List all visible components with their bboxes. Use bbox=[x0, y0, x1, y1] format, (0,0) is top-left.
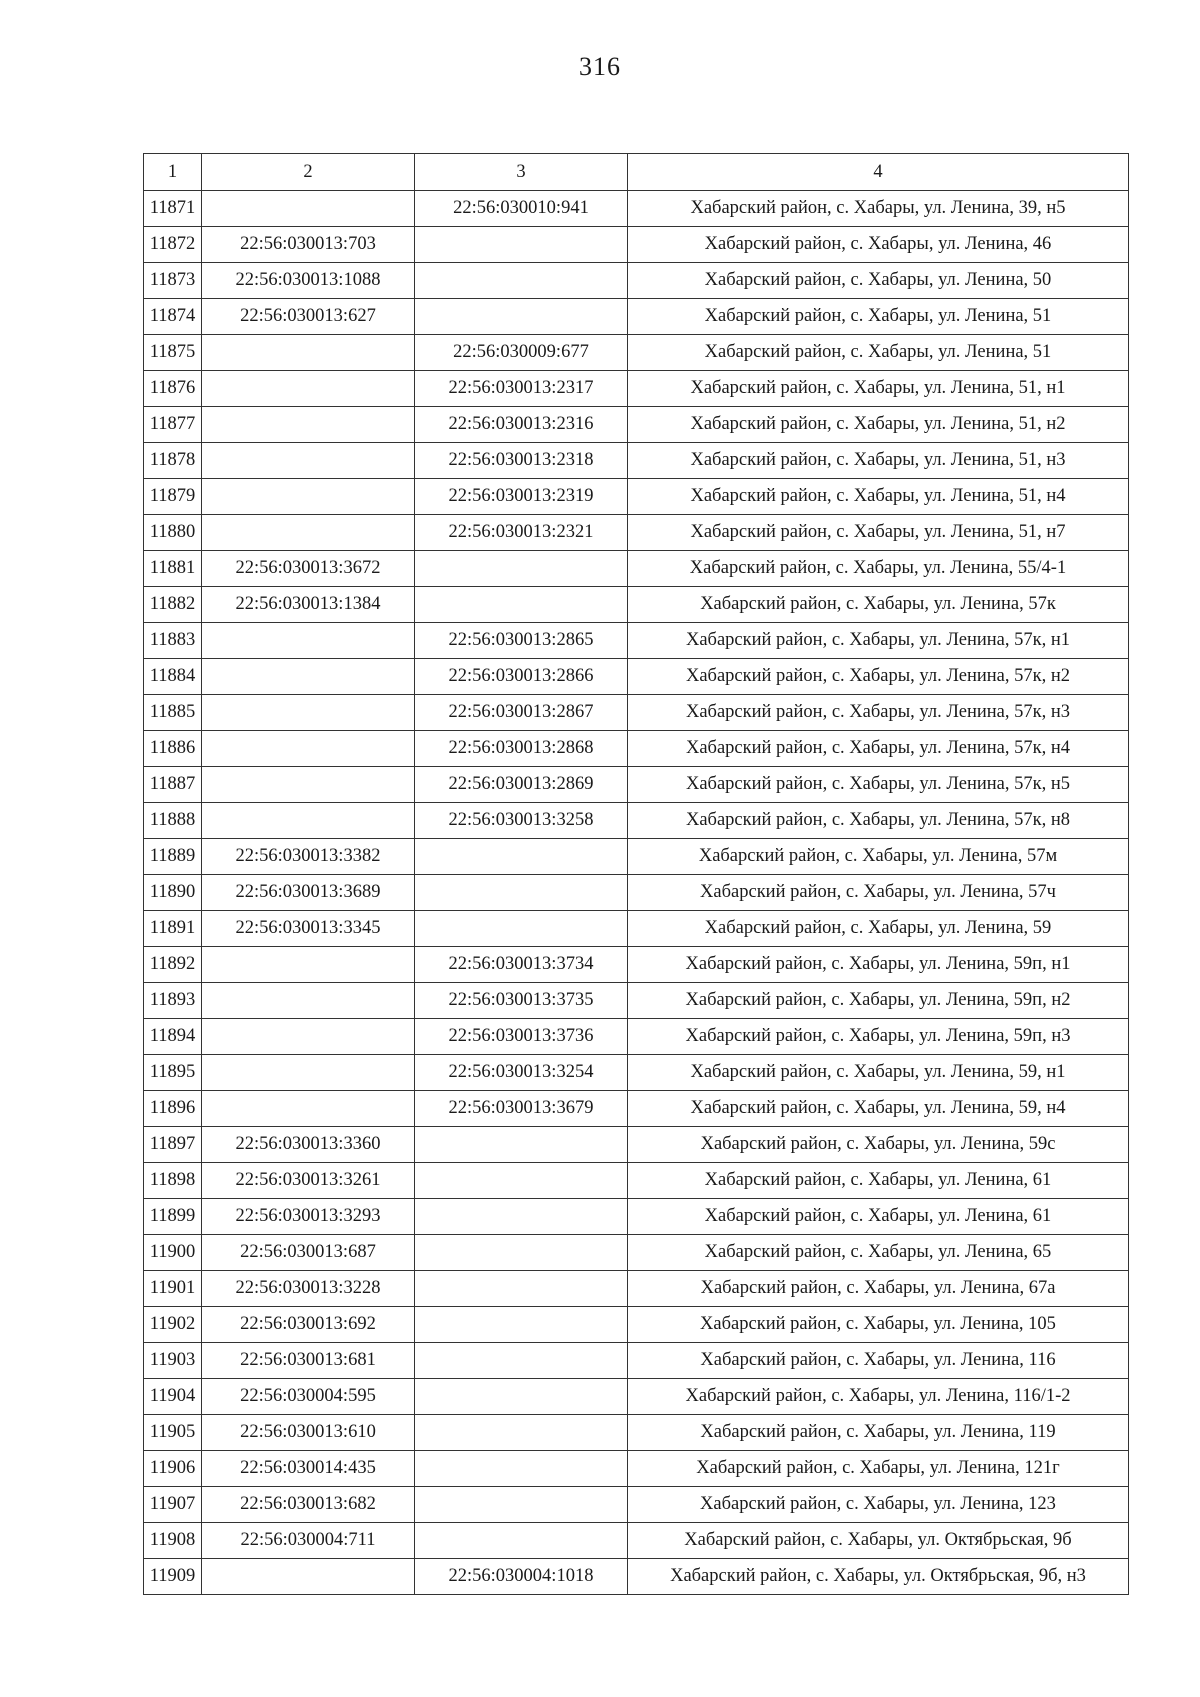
table-row bbox=[144, 1235, 1129, 1271]
address-cell: Хабарский район, с. Хабары, ул. Ленина, 51, н3 bbox=[628, 443, 1129, 479]
cadastral-number-premises bbox=[415, 1235, 628, 1271]
row-number: 11890 bbox=[144, 875, 202, 911]
table-row bbox=[144, 1307, 1129, 1343]
table-row bbox=[144, 299, 1129, 335]
row-number: 11876 bbox=[144, 371, 202, 407]
address-cell: Хабарский район, с. Хабары, ул. Ленина, 59, н4 bbox=[628, 1091, 1129, 1127]
row-number: 11885 bbox=[144, 695, 202, 731]
column-header-3: 3 bbox=[415, 154, 628, 191]
address-cell: Хабарский район, с. Хабары, ул. Ленина, 57к, н3 bbox=[628, 695, 1129, 731]
address-cell: Хабарский район, с. Хабары, ул. Ленина, 59п, н1 bbox=[628, 947, 1129, 983]
table-row bbox=[144, 947, 1129, 983]
cadastral-number-land bbox=[202, 1055, 415, 1091]
cadastral-number-land bbox=[202, 479, 415, 515]
address-cell: Хабарский район, с. Хабары, ул. Ленина, 67а bbox=[628, 1271, 1129, 1307]
table-row bbox=[144, 1199, 1129, 1235]
cadastral-number-premises bbox=[415, 875, 628, 911]
cadastral-number-premises: 22:56:030013:2318 bbox=[415, 443, 628, 479]
cadastral-number-premises bbox=[415, 839, 628, 875]
table-row bbox=[144, 335, 1129, 371]
cadastral-number-land: 22:56:030013:3293 bbox=[202, 1199, 415, 1235]
cadastral-number-land bbox=[202, 335, 415, 371]
table-row bbox=[144, 1415, 1129, 1451]
row-number: 11871 bbox=[144, 191, 202, 227]
address-cell: Хабарский район, с. Хабары, ул. Ленина, 51 bbox=[628, 335, 1129, 371]
cadastral-number-land: 22:56:030013:3345 bbox=[202, 911, 415, 947]
table-row bbox=[144, 1523, 1129, 1559]
cadastral-number-land bbox=[202, 731, 415, 767]
table-row bbox=[144, 1127, 1129, 1163]
cadastral-number-land: 22:56:030013:703 bbox=[202, 227, 415, 263]
address-cell: Хабарский район, с. Хабары, ул. Ленина, 59 bbox=[628, 911, 1129, 947]
cadastral-number-premises bbox=[415, 587, 628, 623]
address-cell: Хабарский район, с. Хабары, ул. Ленина, 121г bbox=[628, 1451, 1129, 1487]
cadastral-number-land: 22:56:030013:3689 bbox=[202, 875, 415, 911]
table-row bbox=[144, 1379, 1129, 1415]
cadastral-number-land: 22:56:030013:687 bbox=[202, 1235, 415, 1271]
table-row bbox=[144, 515, 1129, 551]
table-row bbox=[144, 1091, 1129, 1127]
table-row bbox=[144, 1343, 1129, 1379]
cadastral-number-premises bbox=[415, 1271, 628, 1307]
cadastral-number-land bbox=[202, 947, 415, 983]
cadastral-number-premises bbox=[415, 299, 628, 335]
address-cell: Хабарский район, с. Хабары, ул. Ленина, 51, н4 bbox=[628, 479, 1129, 515]
address-cell: Хабарский район, с. Хабары, ул. Октябрьская, 9б bbox=[628, 1523, 1129, 1559]
row-number: 11874 bbox=[144, 299, 202, 335]
column-header-1: 1 bbox=[144, 154, 202, 191]
cadastral-number-premises: 22:56:030013:2869 bbox=[415, 767, 628, 803]
cadastral-number-land: 22:56:030013:3261 bbox=[202, 1163, 415, 1199]
cadastral-number-land: 22:56:030013:3360 bbox=[202, 1127, 415, 1163]
cadastral-number-premises: 22:56:030013:2319 bbox=[415, 479, 628, 515]
cadastral-number-premises bbox=[415, 227, 628, 263]
address-cell: Хабарский район, с. Хабары, ул. Ленина, 59, н1 bbox=[628, 1055, 1129, 1091]
row-number: 11875 bbox=[144, 335, 202, 371]
cadastral-number-land: 22:56:030013:627 bbox=[202, 299, 415, 335]
row-number: 11879 bbox=[144, 479, 202, 515]
address-cell: Хабарский район, с. Хабары, ул. Ленина, 55/4-1 bbox=[628, 551, 1129, 587]
row-number: 11893 bbox=[144, 983, 202, 1019]
cadastral-number-premises bbox=[415, 1451, 628, 1487]
table-row bbox=[144, 1055, 1129, 1091]
cadastral-number-premises bbox=[415, 1343, 628, 1379]
address-cell: Хабарский район, с. Хабары, ул. Ленина, 59п, н3 bbox=[628, 1019, 1129, 1055]
cadastral-number-land bbox=[202, 623, 415, 659]
address-cell: Хабарский район, с. Хабары, ул. Ленина, 57к, н2 bbox=[628, 659, 1129, 695]
table-row bbox=[144, 1451, 1129, 1487]
address-cell: Хабарский район, с. Хабары, ул. Ленина, 123 bbox=[628, 1487, 1129, 1523]
cadastral-number-land: 22:56:030004:711 bbox=[202, 1523, 415, 1559]
table-row bbox=[144, 731, 1129, 767]
cadastral-number-premises: 22:56:030010:941 bbox=[415, 191, 628, 227]
table-row bbox=[144, 407, 1129, 443]
cadastral-number-land: 22:56:030004:595 bbox=[202, 1379, 415, 1415]
table-row bbox=[144, 839, 1129, 875]
address-cell: Хабарский район, с. Хабары, ул. Ленина, 46 bbox=[628, 227, 1129, 263]
row-number: 11906 bbox=[144, 1451, 202, 1487]
table-row bbox=[144, 623, 1129, 659]
cadastral-number-land bbox=[202, 407, 415, 443]
cadastral-number-premises: 22:56:030009:677 bbox=[415, 335, 628, 371]
cadastral-number-land bbox=[202, 659, 415, 695]
cadastral-number-land: 22:56:030014:435 bbox=[202, 1451, 415, 1487]
address-cell: Хабарский район, с. Хабары, ул. Ленина, 51, н2 bbox=[628, 407, 1129, 443]
row-number: 11892 bbox=[144, 947, 202, 983]
address-cell: Хабарский район, с. Хабары, ул. Ленина, 61 bbox=[628, 1199, 1129, 1235]
cadastral-number-land bbox=[202, 1559, 415, 1595]
address-cell: Хабарский район, с. Хабары, ул. Ленина, 57м bbox=[628, 839, 1129, 875]
address-cell: Хабарский район, с. Хабары, ул. Ленина, 57к, н4 bbox=[628, 731, 1129, 767]
row-number: 11895 bbox=[144, 1055, 202, 1091]
cadastral-number-land bbox=[202, 1091, 415, 1127]
row-number: 11877 bbox=[144, 407, 202, 443]
row-number: 11882 bbox=[144, 587, 202, 623]
row-number: 11873 bbox=[144, 263, 202, 299]
cadastral-number-premises: 22:56:030013:2866 bbox=[415, 659, 628, 695]
header-row bbox=[144, 154, 1129, 191]
table-row bbox=[144, 767, 1129, 803]
row-number: 11899 bbox=[144, 1199, 202, 1235]
row-number: 11878 bbox=[144, 443, 202, 479]
cadastral-number-premises: 22:56:030013:3735 bbox=[415, 983, 628, 1019]
table-row bbox=[144, 587, 1129, 623]
row-number: 11907 bbox=[144, 1487, 202, 1523]
cadastral-number-land bbox=[202, 443, 415, 479]
cadastral-number-land: 22:56:030013:610 bbox=[202, 1415, 415, 1451]
row-number: 11883 bbox=[144, 623, 202, 659]
column-header-2: 2 bbox=[202, 154, 415, 191]
row-number: 11908 bbox=[144, 1523, 202, 1559]
cadastral-number-premises bbox=[415, 1199, 628, 1235]
address-cell: Хабарский район, с. Хабары, ул. Ленина, 105 bbox=[628, 1307, 1129, 1343]
cadastral-number-premises bbox=[415, 1163, 628, 1199]
address-cell: Хабарский район, с. Хабары, ул. Ленина, 59с bbox=[628, 1127, 1129, 1163]
row-number: 11894 bbox=[144, 1019, 202, 1055]
table-row bbox=[144, 1163, 1129, 1199]
address-cell: Хабарский район, с. Хабары, ул. Ленина, 50 bbox=[628, 263, 1129, 299]
cadastral-number-premises bbox=[415, 263, 628, 299]
row-number: 11889 bbox=[144, 839, 202, 875]
cadastral-number-land: 22:56:030013:681 bbox=[202, 1343, 415, 1379]
row-number: 11881 bbox=[144, 551, 202, 587]
cadastral-number-premises bbox=[415, 1487, 628, 1523]
table-row bbox=[144, 803, 1129, 839]
address-cell: Хабарский район, с. Хабары, ул. Ленина, 57к, н8 bbox=[628, 803, 1129, 839]
cadastral-number-land: 22:56:030013:1384 bbox=[202, 587, 415, 623]
address-cell: Хабарский район, с. Хабары, ул. Ленина, 39, н5 bbox=[628, 191, 1129, 227]
table-row bbox=[144, 371, 1129, 407]
cadastral-number-premises: 22:56:030013:3254 bbox=[415, 1055, 628, 1091]
cadastral-number-land bbox=[202, 371, 415, 407]
row-number: 11880 bbox=[144, 515, 202, 551]
address-cell: Хабарский район, с. Хабары, ул. Ленина, 116/1-2 bbox=[628, 1379, 1129, 1415]
row-number: 11884 bbox=[144, 659, 202, 695]
cadastral-number-land: 22:56:030013:1088 bbox=[202, 263, 415, 299]
address-cell: Хабарский район, с. Хабары, ул. Ленина, 61 bbox=[628, 1163, 1129, 1199]
cadastral-number-land bbox=[202, 803, 415, 839]
row-number: 11891 bbox=[144, 911, 202, 947]
table-row bbox=[144, 875, 1129, 911]
cadastral-number-premises: 22:56:030013:2317 bbox=[415, 371, 628, 407]
cadastral-number-land bbox=[202, 767, 415, 803]
row-number: 11905 bbox=[144, 1415, 202, 1451]
cadastral-number-premises: 22:56:030013:3736 bbox=[415, 1019, 628, 1055]
column-header-4: 4 bbox=[628, 154, 1129, 191]
row-number: 11903 bbox=[144, 1343, 202, 1379]
cadastral-number-premises: 22:56:030013:3679 bbox=[415, 1091, 628, 1127]
address-cell: Хабарский район, с. Хабары, ул. Ленина, 57к, н1 bbox=[628, 623, 1129, 659]
cadastral-number-land: 22:56:030013:3228 bbox=[202, 1271, 415, 1307]
cadastral-number-land bbox=[202, 983, 415, 1019]
cadastral-number-land: 22:56:030013:692 bbox=[202, 1307, 415, 1343]
address-cell: Хабарский район, с. Хабары, ул. Ленина, 65 bbox=[628, 1235, 1129, 1271]
cadastral-number-land: 22:56:030013:3382 bbox=[202, 839, 415, 875]
cadastral-number-land bbox=[202, 515, 415, 551]
cadastral-number-land: 22:56:030013:682 bbox=[202, 1487, 415, 1523]
row-number: 11900 bbox=[144, 1235, 202, 1271]
table-row bbox=[144, 227, 1129, 263]
address-cell: Хабарский район, с. Хабары, ул. Ленина, 116 bbox=[628, 1343, 1129, 1379]
cadastral-number-land bbox=[202, 1019, 415, 1055]
table-row bbox=[144, 443, 1129, 479]
address-cell: Хабарский район, с. Хабары, ул. Ленина, 119 bbox=[628, 1415, 1129, 1451]
cadastral-number-premises bbox=[415, 1379, 628, 1415]
cadastral-number-premises bbox=[415, 1307, 628, 1343]
table-row bbox=[144, 191, 1129, 227]
table-row bbox=[144, 263, 1129, 299]
table-row bbox=[144, 551, 1129, 587]
cadastral-number-premises: 22:56:030013:2868 bbox=[415, 731, 628, 767]
cadastral-number-premises: 22:56:030013:2316 bbox=[415, 407, 628, 443]
table-row bbox=[144, 1559, 1129, 1595]
cadastral-number-premises: 22:56:030004:1018 bbox=[415, 1559, 628, 1595]
row-number: 11904 bbox=[144, 1379, 202, 1415]
table-row bbox=[144, 983, 1129, 1019]
row-number: 11886 bbox=[144, 731, 202, 767]
row-number: 11888 bbox=[144, 803, 202, 839]
row-number: 11901 bbox=[144, 1271, 202, 1307]
cadastral-number-premises bbox=[415, 911, 628, 947]
address-cell: Хабарский район, с. Хабары, ул. Ленина, 57к, н5 bbox=[628, 767, 1129, 803]
row-number: 11902 bbox=[144, 1307, 202, 1343]
row-number: 11898 bbox=[144, 1163, 202, 1199]
cadastral-number-premises bbox=[415, 1415, 628, 1451]
table-row bbox=[144, 1019, 1129, 1055]
address-cell: Хабарский район, с. Хабары, ул. Ленина, 57ч bbox=[628, 875, 1129, 911]
cadastral-number-land bbox=[202, 191, 415, 227]
table-body bbox=[144, 191, 1129, 1595]
cadastral-number-premises bbox=[415, 1523, 628, 1559]
address-cell: Хабарский район, с. Хабары, ул. Октябрьская, 9б, н3 bbox=[628, 1559, 1129, 1595]
table-row bbox=[144, 911, 1129, 947]
page-number: 316 bbox=[579, 52, 621, 81]
cadastral-number-premises bbox=[415, 551, 628, 587]
cadastral-number-premises: 22:56:030013:2321 bbox=[415, 515, 628, 551]
cadastral-number-land bbox=[202, 695, 415, 731]
table-row bbox=[144, 1487, 1129, 1523]
table-row bbox=[144, 479, 1129, 515]
table-header bbox=[144, 154, 1129, 191]
table-row bbox=[144, 659, 1129, 695]
table-row bbox=[144, 695, 1129, 731]
address-cell: Хабарский район, с. Хабары, ул. Ленина, 51 bbox=[628, 299, 1129, 335]
cadastral-number-premises: 22:56:030013:2865 bbox=[415, 623, 628, 659]
row-number: 11872 bbox=[144, 227, 202, 263]
row-number: 11887 bbox=[144, 767, 202, 803]
address-cell: Хабарский район, с. Хабары, ул. Ленина, 51, н7 bbox=[628, 515, 1129, 551]
register-table bbox=[143, 153, 1129, 1595]
cadastral-number-premises bbox=[415, 1127, 628, 1163]
cadastral-number-premises: 22:56:030013:2867 bbox=[415, 695, 628, 731]
address-cell: Хабарский район, с. Хабары, ул. Ленина, 57к bbox=[628, 587, 1129, 623]
cadastral-number-land: 22:56:030013:3672 bbox=[202, 551, 415, 587]
row-number: 11909 bbox=[144, 1559, 202, 1595]
cadastral-number-premises: 22:56:030013:3734 bbox=[415, 947, 628, 983]
row-number: 11896 bbox=[144, 1091, 202, 1127]
row-number: 11897 bbox=[144, 1127, 202, 1163]
address-cell: Хабарский район, с. Хабары, ул. Ленина, 59п, н2 bbox=[628, 983, 1129, 1019]
table-row bbox=[144, 1271, 1129, 1307]
cadastral-number-premises: 22:56:030013:3258 bbox=[415, 803, 628, 839]
address-cell: Хабарский район, с. Хабары, ул. Ленина, 51, н1 bbox=[628, 371, 1129, 407]
